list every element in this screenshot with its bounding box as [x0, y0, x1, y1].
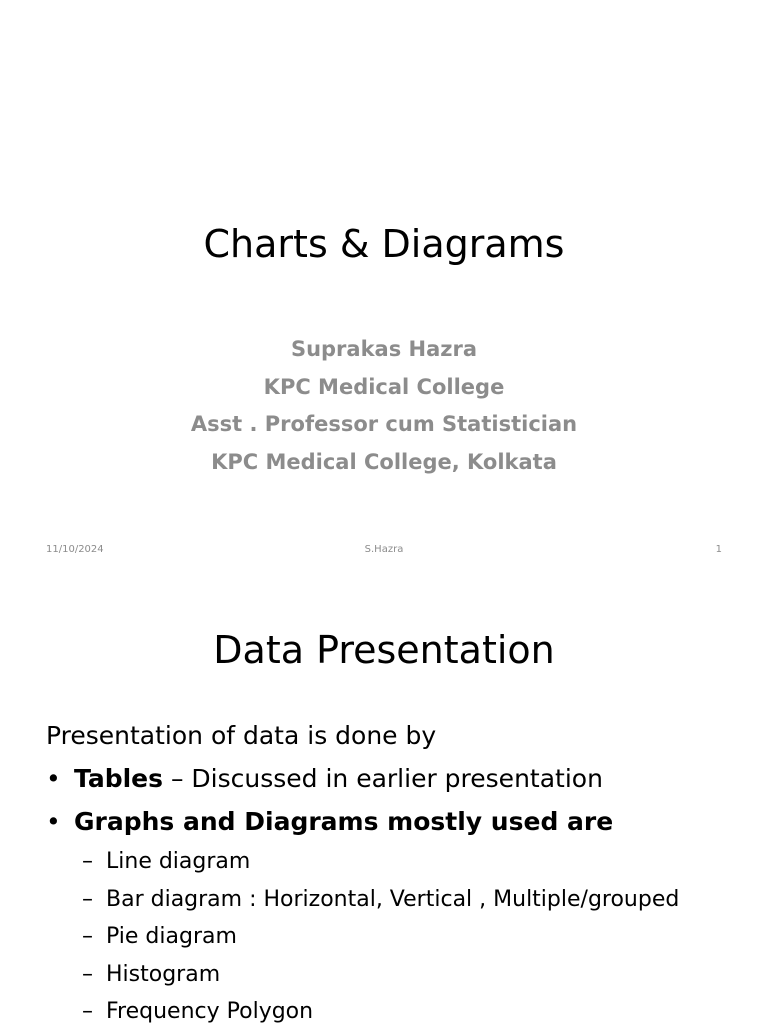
- sub-list-text: Pie diagram: [106, 924, 237, 949]
- bullet-icon: •: [46, 764, 61, 793]
- footer-date: 11/10/2024: [46, 544, 104, 555]
- sub-list-text: Bar diagram : Horizontal, Vertical , Multiple/grouped: [106, 886, 680, 912]
- subtitle-line-name: Suprakas Hazra: [290, 337, 478, 361]
- slide-title: Charts & Diagrams: [203, 222, 565, 266]
- bullet-bold-text: Graphs and Diagrams mostly used are: [74, 807, 614, 836]
- subtitle-line-location: KPC Medical College, Kolkata: [211, 449, 557, 474]
- bullet-text: – Discussed in earlier presentation: [163, 764, 603, 793]
- dash-icon: –: [82, 924, 93, 949]
- dash-icon: –: [82, 886, 93, 912]
- bullet-bold-text: Tables: [74, 764, 164, 793]
- bullet-item: [46, 800, 746, 843]
- footer-page-number: 1: [715, 544, 722, 555]
- dash-icon: –: [82, 999, 93, 1024]
- subtitle-line-institution: KPC Medical College: [263, 374, 505, 399]
- sub-list-text: Line diagram: [106, 849, 251, 874]
- sub-list-item: [46, 956, 746, 994]
- bullet-icon: •: [46, 807, 61, 836]
- sub-list-item: [46, 993, 746, 1024]
- sub-list-item: [46, 881, 746, 919]
- sub-list-item: [46, 918, 746, 956]
- slide-title: Data Presentation: [213, 628, 555, 672]
- dash-icon: –: [82, 961, 93, 987]
- slide-body: [46, 715, 746, 1024]
- intro-text: Presentation of data is done by: [46, 721, 437, 750]
- footer-author: S.Hazra: [364, 544, 404, 555]
- slide-2: [0, 576, 768, 1024]
- sub-list-text: Frequency Polygon: [106, 999, 314, 1024]
- dash-icon: –: [82, 849, 93, 874]
- slide-subtitle: [0, 331, 768, 481]
- sub-list-text: Histogram: [106, 961, 221, 987]
- bullet-item: [46, 757, 746, 800]
- sub-list-item: [46, 843, 746, 881]
- subtitle-line-designation: Asst . Professor cum Statistician: [190, 412, 578, 436]
